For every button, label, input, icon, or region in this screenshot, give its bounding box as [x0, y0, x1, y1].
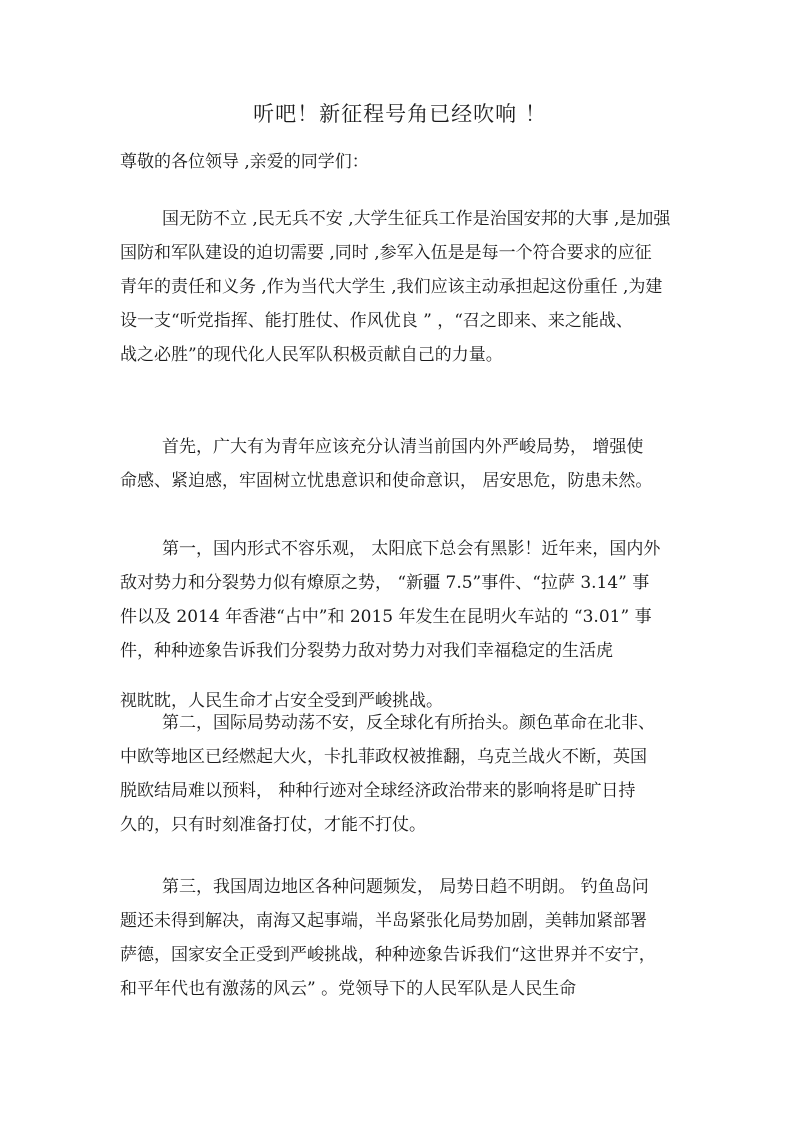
paragraph-line: 萨德，国家安全正受到严峻挑战，种种迹象告诉我们“这世界并不安宁，	[120, 945, 656, 965]
paragraph-line: 命感、紧迫感，牢固树立忧患意识和使命意识， 居安思危，防患未然。	[120, 471, 653, 491]
paragraph-line: 敌对势力和分裂势力似有燎原之势， “新疆 7.5”事件、“拉萨 3.14” 事	[120, 573, 650, 593]
paragraph-line: 件以及 2014 年香港“占中”和 2015 年发生在昆明火车站的 “3.01” 事	[120, 607, 652, 627]
paragraph-line: 青年的责任和义务 ,作为当代大学生 ,我们应该主动承担起这份重任 ,为建	[120, 277, 663, 297]
paragraph-line: 题还未得到解决，南海又起事端，半岛紧张化局势加剧，美韩加紧部署	[120, 911, 647, 931]
paragraph-line: 件，种种迹象告诉我们分裂势力敌对势力对我们幸福稳定的生活虎	[120, 641, 613, 661]
paragraph-1	[120, 202, 700, 372]
paragraph-line: 和平年代也有激荡的风云” 。党领导下的人民军队是人民生命	[120, 979, 577, 999]
paragraph-line: 第三，我国周边地区各种问题频发， 局势日趋不明朗。 钓鱼岛问	[162, 877, 649, 897]
paragraph-3	[120, 532, 700, 718]
paragraph-line: 中欧等地区已经燃起大火，卡扎菲政权被推翻，乌克兰战火不断，英国	[120, 747, 647, 767]
paragraph-line: 首先，广大有为青年应该充分认清当前国内外严峻局势， 增强使	[162, 437, 644, 457]
paragraph-2	[120, 430, 700, 498]
paragraph-4	[120, 706, 700, 842]
paragraph-line: 设一支“听党指挥、能打胜仗、作风优良 ” ，“召之即来、来之能战、	[120, 311, 633, 331]
paragraph-line: 久的，只有时刻准备打仗，才能不打仗。	[120, 815, 426, 835]
salutation: 尊敬的各位领导 ,亲爱的同学们：	[120, 152, 369, 172]
paragraph-line: 国防和军队建设的迫切需要 ,同时 ,参军入伍是是每一个符合要求的应征	[120, 243, 652, 263]
paragraph-line: 脱欧结局难以预料， 种种行迹对全球经济政治带来的影响将是旷日持	[120, 781, 636, 801]
paragraph-line: 视眈眈，人民生命才占安全受到严峻挑战。	[120, 691, 443, 711]
paragraph-line: 第二，国际局势动荡不安，反全球化有所抬头。颜色革命在北非、	[162, 713, 655, 733]
paragraph-line: 第一，国内形式不容乐观， 太阳底下总会有黑影！近年来，国内外	[162, 539, 661, 559]
paragraph-5	[120, 870, 700, 1006]
paragraph-line: 国无防不立 ,民无兵不安 ,大学生征兵工作是治国安邦的大事 ,是加强	[162, 209, 671, 229]
paragraph-line: 战之必胜”的现代化人民军队积极贡献自己的力量。	[120, 345, 503, 365]
document-title: 听吧！新征程号角已经吹响 ！	[253, 102, 547, 126]
